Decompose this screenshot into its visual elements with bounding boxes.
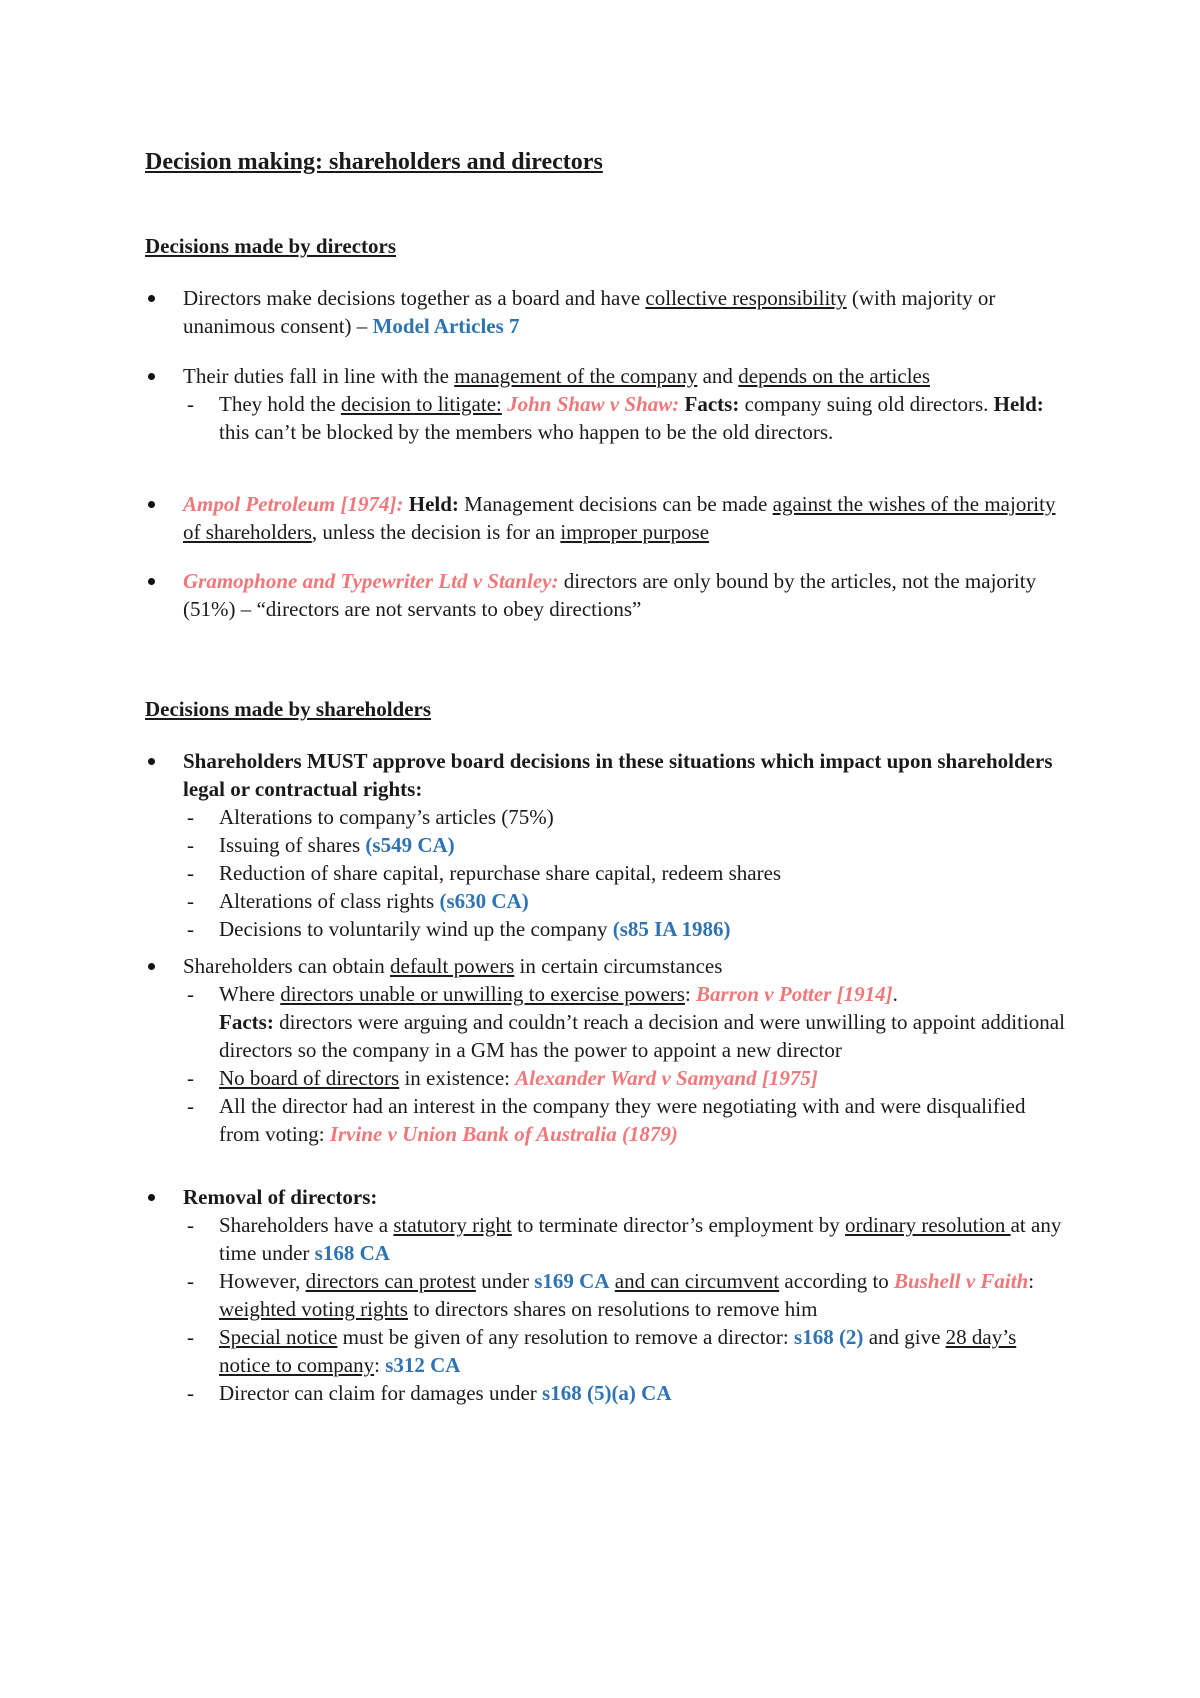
list-item-text: Ampol Petroleum [1974]: Held: Management decisions can be made against the wishes of the majority of shareholders, unless the decision is for an improper purpose — [183, 492, 1056, 544]
case-citation: Ampol Petroleum [1974]: — [183, 492, 404, 516]
list-item-text: Gramophone and Typewriter Ltd v Stanley: directors are only bound by the articles, not the majority (51%) – “directors are not servants to obey directions” — [183, 569, 1037, 621]
list-item-text: Their duties fall in line with the management of the company and depends on the articles — [183, 364, 931, 388]
sub-list-item: - Issuing of shares (s549 CA) — [187, 833, 455, 857]
sub-list-item: - Special notice must be given of any resolution to remove a director: s168 (2) and give 28 day’s notice to company: s312 CA — [187, 1325, 1017, 1377]
bullet-icon — [148, 963, 155, 970]
sub-list-item: - No board of directors in existence: Alexander Ward v Samyand [1975] — [187, 1066, 818, 1090]
sub-list-item: - Director can claim for damages under s168 (5)(a) CA — [187, 1381, 672, 1405]
section-heading-shareholders: Decisions made by shareholders — [145, 697, 432, 721]
statute-reference: s312 CA — [385, 1353, 461, 1377]
statute-reference: s168 (2) — [794, 1325, 864, 1349]
sub-list-item: - However, directors can protest under s169 CA and can circumvent according to Bushell v Faith: weighted voting rights to directors shares on resolutions to remove him — [187, 1269, 1035, 1321]
sub-list-item: - Decisions to voluntarily wind up the company (s85 IA 1986) — [187, 917, 731, 941]
list-item — [145, 952, 1065, 1148]
sub-list-item: - Reduction of share capital, repurchase share capital, redeem shares — [187, 861, 782, 885]
list-item-text: Shareholders MUST approve board decisions in these situations which impact upon shareholders legal or contractual rights: — [183, 749, 1053, 801]
list-item-text: Removal of directors: — [183, 1185, 378, 1209]
sub-list-item: - All the director had an interest in the company they were negotiating with and were disqualified from voting: Irvine v Union Bank of Australia (1879) — [187, 1094, 1026, 1146]
statute-reference: Model Articles 7 — [372, 314, 520, 338]
list-item-text: Shareholders can obtain default powers in certain circumstances — [183, 954, 723, 978]
statute-reference: s169 CA — [534, 1269, 610, 1293]
case-citation: Alexander Ward v Samyand [1975] — [515, 1066, 818, 1090]
bullet-icon — [148, 501, 155, 508]
case-citation: Gramophone and Typewriter Ltd v Stanley: — [183, 569, 559, 593]
statute-reference: (s630 CA) — [439, 889, 529, 913]
case-citation: Barron v Potter [1914] — [696, 982, 893, 1006]
list-item — [145, 362, 1065, 446]
list-item — [145, 747, 1065, 943]
case-citation: Bushell v Faith — [894, 1269, 1029, 1293]
list-item — [145, 284, 1065, 340]
bullet-icon — [148, 295, 155, 302]
statute-reference: s168 CA — [314, 1241, 390, 1265]
list-item — [145, 490, 1065, 546]
case-citation: Irvine v Union Bank of Australia (1879) — [329, 1122, 678, 1146]
sub-list-item: - Alterations to company’s articles (75%) — [187, 805, 554, 829]
sub-list-item: - They hold the decision to litigate: John Shaw v Shaw: Facts: company suing old directors. Held: this can’t be blocked by the members who happen to be the old directors. — [187, 392, 1044, 444]
bullet-icon — [148, 758, 155, 765]
statute-reference: (s85 IA 1986) — [612, 917, 731, 941]
page-title: Decision making: shareholders and directors — [145, 149, 603, 175]
statute-reference: s168 (5)(a) CA — [542, 1381, 672, 1405]
case-citation: John Shaw v Shaw: — [507, 392, 680, 416]
bullet-icon — [148, 1194, 155, 1201]
bullet-icon — [148, 373, 155, 380]
list-item-text: Directors make decisions together as a board and have collective responsibility (with majority or unanimous consent) – Model Articles 7 — [183, 286, 996, 338]
list-item — [145, 567, 1065, 623]
statute-reference: (s549 CA) — [365, 833, 455, 857]
sub-list-item: - Shareholders have a statutory right to terminate director’s employment by ordinary resolution at any time under s168 CA — [187, 1213, 1062, 1265]
bullet-icon — [148, 578, 155, 585]
section-heading-directors: Decisions made by directors — [145, 234, 397, 258]
list-item — [145, 1183, 1065, 1407]
sub-list-item: - Where directors unable or unwilling to exercise powers: Barron v Potter [1914]. Facts: directors were arguing and couldn’t reach a decision and were unwilling to appoint additional directors so the company in a GM has the power to appoint a new director — [187, 982, 1065, 1062]
sub-list-item: - Alterations of class rights (s630 CA) — [187, 889, 529, 913]
